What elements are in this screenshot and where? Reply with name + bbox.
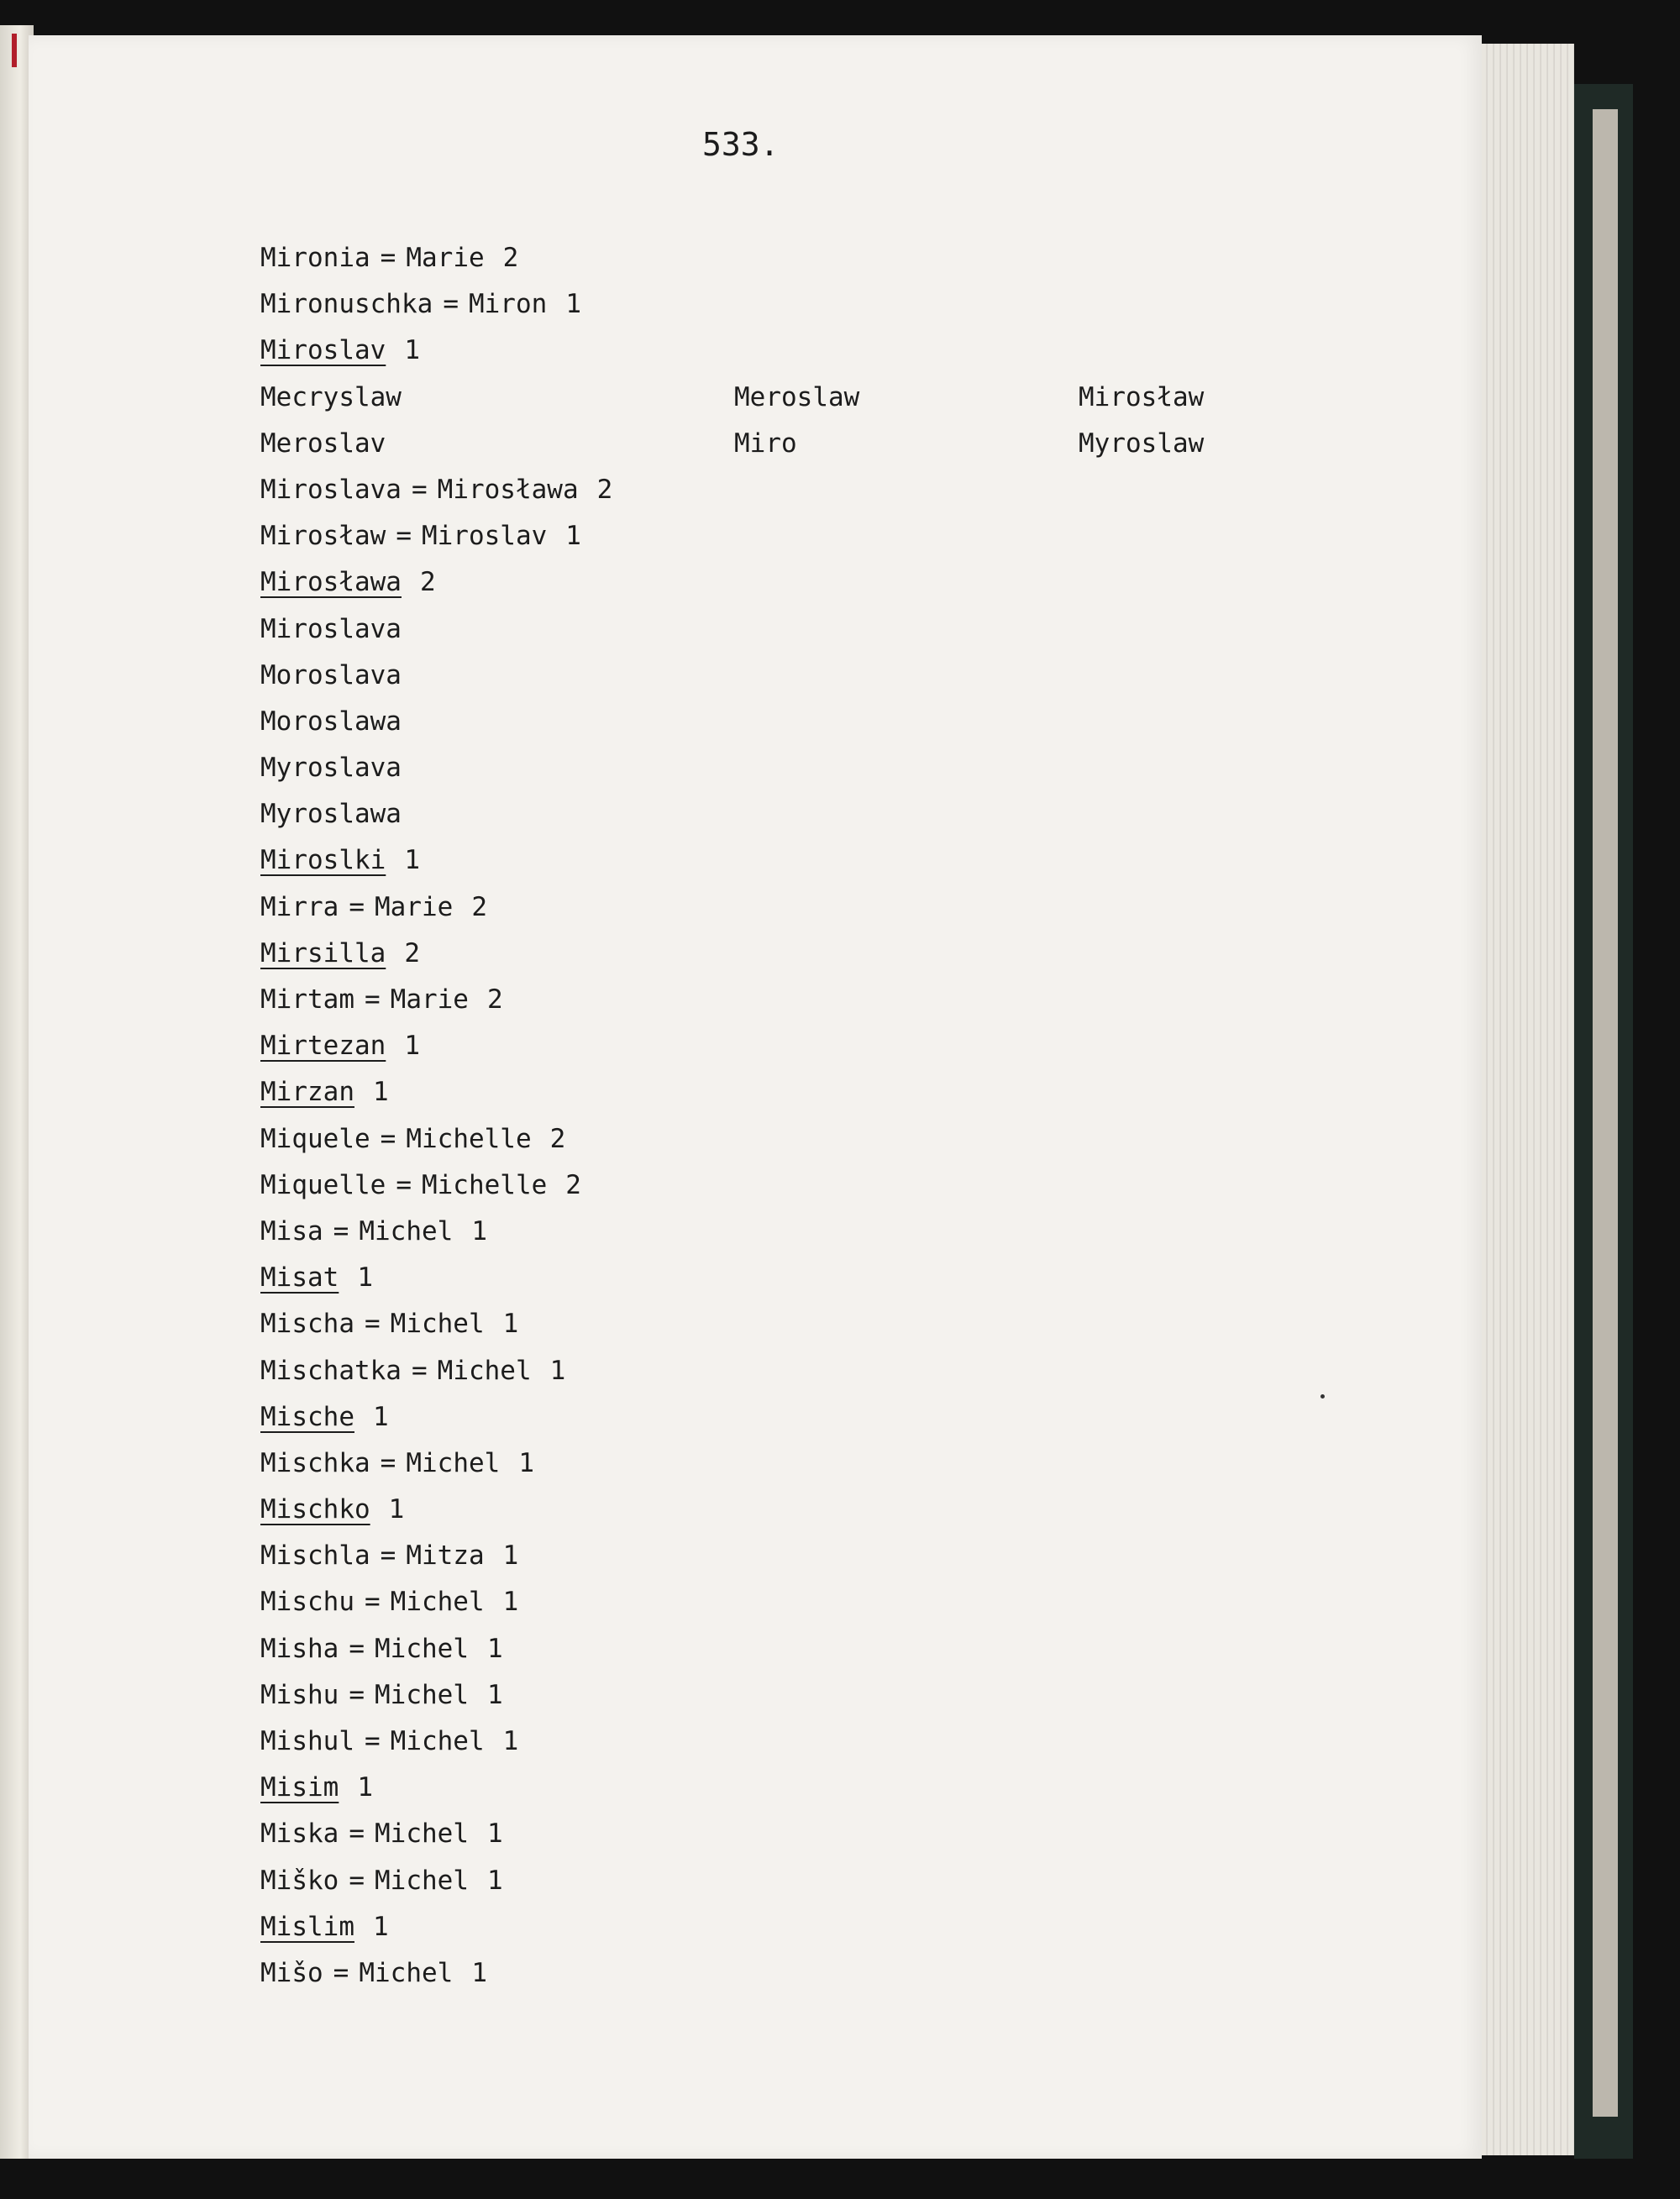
- book-cover-inner: [1593, 109, 1618, 2117]
- equals-sign: =: [380, 1540, 396, 1572]
- entry-count: 1: [471, 1215, 487, 1246]
- entry-count: 1: [372, 1077, 389, 1108]
- name-entry: [260, 1950, 1352, 1997]
- name-entry: [260, 235, 1352, 281]
- entry-name: Miquelle: [260, 1169, 386, 1200]
- entry-name: Mironia: [260, 243, 370, 273]
- entry-count: 2: [404, 937, 420, 968]
- variant-name: Myroslaw: [1079, 428, 1205, 459]
- entry-equivalent: Marie: [390, 984, 469, 1015]
- entry-name: Mironuschka: [260, 289, 433, 320]
- entry-name: Mishul: [260, 1726, 354, 1756]
- equals-sign: =: [380, 1447, 396, 1478]
- entry-name: Mirra: [260, 891, 339, 922]
- name-entry: [260, 931, 1352, 977]
- entry-name: Mirsilla: [260, 937, 386, 968]
- name-entry: [260, 884, 1352, 931]
- entry-name: Mischu: [260, 1587, 354, 1618]
- name-entry: [260, 1441, 1352, 1487]
- page-stack-edge: [1482, 44, 1574, 2155]
- name-entry: [260, 1209, 1352, 1255]
- entry-name: Miroslava: [260, 474, 402, 505]
- entry-equivalent: Michel: [359, 1957, 454, 1988]
- entry-equivalent: Mirosława: [437, 474, 579, 505]
- equals-sign: =: [333, 1957, 349, 1988]
- entry-name: Mischla: [260, 1540, 370, 1572]
- equals-sign: =: [411, 474, 428, 505]
- entry-name: Misha: [260, 1633, 339, 1664]
- name-entry: [260, 1579, 1352, 1625]
- name-entry: [260, 791, 1352, 837]
- entry-name: Mischatka: [260, 1355, 402, 1386]
- page-number: 533.: [702, 126, 780, 163]
- entry-count: 1: [357, 1772, 373, 1803]
- entry-count: 2: [471, 891, 487, 922]
- entry-count: 2: [502, 243, 519, 273]
- entry-count: 1: [388, 1494, 405, 1525]
- name-entry: [260, 1719, 1352, 1765]
- entry-equivalent: Michel: [375, 1819, 469, 1850]
- entry-equivalent: Michel: [390, 1726, 485, 1756]
- entry-count: 1: [486, 1819, 503, 1850]
- equals-sign: =: [349, 1865, 365, 1896]
- entry-equivalent: Michel: [375, 1679, 469, 1710]
- entry-name: Mischka: [260, 1447, 370, 1478]
- entry-equivalent: Marie: [375, 891, 454, 922]
- name-entry: [260, 513, 1352, 559]
- equals-sign: =: [396, 521, 412, 552]
- entry-name: Mislim: [260, 1911, 354, 1942]
- entry-name: Misim: [260, 1772, 339, 1803]
- name-entry: [260, 1858, 1352, 1904]
- equals-sign: =: [349, 891, 365, 922]
- name-entry: [260, 1394, 1352, 1441]
- entry-count: 1: [404, 335, 420, 366]
- name-entry: [260, 281, 1352, 328]
- entry-equivalent: Michel: [375, 1633, 469, 1664]
- entry-count: 1: [565, 521, 581, 552]
- name-entry: [260, 699, 1352, 745]
- name-entry: [260, 1533, 1352, 1579]
- name-entry: [260, 1811, 1352, 1857]
- entry-equivalent: Michel: [406, 1447, 501, 1478]
- name-entry: [260, 977, 1352, 1023]
- entry-count: 1: [486, 1865, 503, 1896]
- entry-name: Mische: [260, 1401, 354, 1432]
- entry-count: 2: [596, 474, 613, 505]
- name-entry: [260, 559, 1352, 606]
- variant-name: Meroslaw: [734, 382, 860, 412]
- entry-name: Moroslawa: [260, 706, 402, 737]
- entry-name: Mirosław: [260, 521, 386, 552]
- name-entry: [260, 467, 1352, 513]
- entry-count: 1: [549, 1355, 566, 1386]
- name-entry: [260, 1672, 1352, 1719]
- entry-count: 1: [518, 1447, 534, 1478]
- entry-name: Miroslki: [260, 845, 386, 876]
- entry-name: Mischko: [260, 1494, 370, 1525]
- equals-sign: =: [380, 1123, 396, 1154]
- variant-column-b: [1079, 375, 1204, 467]
- name-entry: [260, 1069, 1352, 1115]
- equals-sign: =: [443, 289, 459, 320]
- equals-sign: =: [364, 1587, 381, 1618]
- entry-equivalent: Marie: [406, 243, 485, 273]
- entry-count: 1: [486, 1679, 503, 1710]
- name-entry: [260, 1348, 1352, 1394]
- entry-equivalent: Michel: [390, 1587, 485, 1618]
- entry-count: 2: [419, 567, 436, 598]
- variant-name: Miro: [734, 428, 797, 459]
- ribbon-marker: [12, 34, 17, 67]
- entry-equivalent: Michel: [359, 1215, 454, 1246]
- variant-name: Mirosław: [1079, 382, 1205, 412]
- entry-name: Moroslava: [260, 659, 402, 690]
- equals-sign: =: [349, 1819, 365, 1850]
- entry-name: Miroslav: [260, 335, 386, 366]
- name-entry: [260, 1765, 1352, 1811]
- equals-sign: =: [364, 1309, 381, 1340]
- equals-sign: =: [349, 1633, 365, 1664]
- name-entry: [260, 1023, 1352, 1069]
- name-entry: [260, 1162, 1352, 1209]
- entry-name: Mirtezan: [260, 1031, 386, 1062]
- entry-equivalent: Miroslav: [421, 521, 548, 552]
- entry-count: 1: [565, 289, 581, 320]
- entry-equivalent: Michel: [437, 1355, 532, 1386]
- equals-sign: =: [380, 243, 396, 273]
- entry-count: 2: [486, 984, 503, 1015]
- name-entry: [260, 1487, 1352, 1533]
- name-entry: [260, 1626, 1352, 1672]
- equals-sign: =: [396, 1169, 412, 1200]
- name-entry: [260, 328, 1352, 374]
- equals-sign: =: [333, 1215, 349, 1246]
- entry-name: Mecryslaw: [260, 381, 402, 412]
- variant-column-a: [734, 375, 859, 467]
- entry-count: 1: [372, 1401, 389, 1432]
- entry-name: Miško: [260, 1865, 339, 1896]
- entry-name: Miquele: [260, 1123, 370, 1154]
- entry-name: Misa: [260, 1215, 323, 1246]
- entry-name: Mirosława: [260, 567, 402, 598]
- equals-sign: =: [364, 1726, 381, 1756]
- entry-count: 1: [502, 1587, 519, 1618]
- name-entry: [260, 745, 1352, 791]
- name-entry: [260, 1301, 1352, 1347]
- name-entry: [260, 1255, 1352, 1301]
- entry-count: 1: [404, 845, 420, 876]
- entry-count: 1: [357, 1262, 373, 1294]
- equals-sign: =: [411, 1355, 428, 1386]
- entry-equivalent: Miron: [468, 289, 548, 320]
- equals-sign: =: [349, 1679, 365, 1710]
- name-entry: [260, 1904, 1352, 1950]
- entry-equivalent: Mitza: [406, 1540, 485, 1572]
- equals-sign: =: [364, 984, 381, 1015]
- entry-name: Miska: [260, 1819, 339, 1850]
- entry-equivalent: Michel: [375, 1865, 469, 1896]
- entry-count: 1: [502, 1309, 519, 1340]
- entry-count: 1: [471, 1957, 487, 1988]
- entry-name: Mišo: [260, 1957, 323, 1988]
- entry-name: Mirtam: [260, 984, 354, 1015]
- entry-count: 1: [486, 1633, 503, 1664]
- entry-count: 2: [565, 1169, 581, 1200]
- entry-name: Mirzan: [260, 1077, 354, 1108]
- name-entry: [260, 837, 1352, 884]
- entry-equivalent: Michel: [390, 1309, 485, 1340]
- entry-name: Mishu: [260, 1679, 339, 1710]
- entry-count: 1: [404, 1031, 420, 1062]
- name-entry: [260, 653, 1352, 699]
- entry-count: 1: [502, 1540, 519, 1572]
- entry-name: Misat: [260, 1262, 339, 1294]
- name-entry: [260, 1116, 1352, 1162]
- entry-count: 1: [502, 1726, 519, 1756]
- entry-count: 1: [372, 1911, 389, 1942]
- entry-name: Mischa: [260, 1309, 354, 1340]
- entry-name: Myroslawa: [260, 799, 402, 830]
- entry-count: 2: [549, 1123, 566, 1154]
- entry-equivalent: Michelle: [406, 1123, 532, 1154]
- entry-name: Myroslava: [260, 753, 402, 784]
- name-entry-list: [260, 235, 1352, 1997]
- entry-equivalent: Michelle: [421, 1169, 548, 1200]
- entry-name: Meroslav: [260, 428, 386, 459]
- entry-name: Miroslava: [260, 613, 402, 644]
- name-entry: [260, 606, 1352, 653]
